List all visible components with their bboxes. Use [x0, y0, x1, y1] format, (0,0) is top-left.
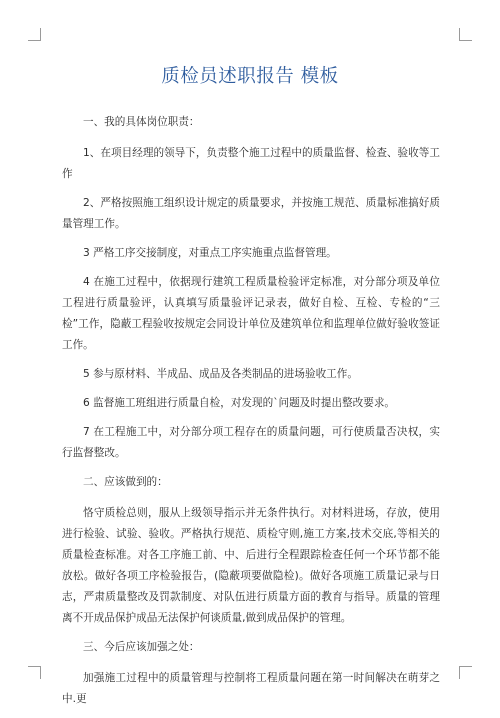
should-do-paragraph: 恪守质检总则，服从上级领导指示并无条件执行。对材料进场，存放，使用进行检验、试验、验收。严格执行规范、质检守则,施工方案,技术交底,等相关的质量检查标准。对各工序施工前、中、后进行全程跟踪检查任何一个环节都不能放松。做好各项工序检验报告，(隐蔽项要做隐检)。做好各项施工质量记录与日志，严肃质量整改及罚款制度、对队伍进行质量方面的教育与指导。质量的管理离不开成品保护成品无法保护何谈质量,做到成品保护的管理。: [62, 507, 440, 624]
crop-mark-top-left: [28, 28, 41, 41]
document-body: [62, 112, 440, 718]
duty-item-5: 5 参与原材料、半成品、成品及各类制品的进场验收工作。: [83, 368, 358, 380]
crop-mark-bottom-left: [28, 666, 41, 679]
crop-mark-top-right: [459, 28, 472, 41]
section-heading-duties: 一、我的具体岗位职责：: [83, 116, 200, 128]
duty-item-2: 2、严格按照施工组织设计规定的质量要求，并按施工规范、质量标准搞好质量管理工作。: [62, 197, 440, 230]
section-heading-should-do: 二、应该做到的：: [83, 476, 168, 488]
duty-item-6: 6 监督施工班组进行质量自检，对发现的`问题及时提出整改要求。: [83, 397, 396, 409]
crop-mark-bottom-right: [459, 666, 472, 679]
section-heading-improve: 三、今后应该加强之处：: [83, 641, 200, 653]
improve-paragraph: 加强施工过程中的质量管理与控制将工程质量问题在第一时间解决在萌芽之中.更: [62, 672, 440, 705]
document-title: 质检员述职报告 模板: [161, 66, 339, 87]
duty-item-1: 1、在项目经理的领导下，负责整个施工过程中的质量监督、检查、验收等工作: [62, 147, 440, 180]
duty-item-3: 3 严格工序交接制度，对重点工序实施重点监督管理。: [83, 247, 337, 259]
duty-item-7: 7 在工程施工中，对分部分项工程存在的质量问题，可行使质量否决权，实行监督整改。: [62, 426, 440, 459]
duty-item-4: 4 在施工过程中，依据现行建筑工程质量检验评定标准，对分部分项及单位工程进行质量验评，认真填写质量验评记录表，做好自检、互检、专检的“三检”工作，隐蔽工程验收按规定会同设计单位及建筑单位和监理单位做好验收签证工作。: [62, 276, 440, 351]
